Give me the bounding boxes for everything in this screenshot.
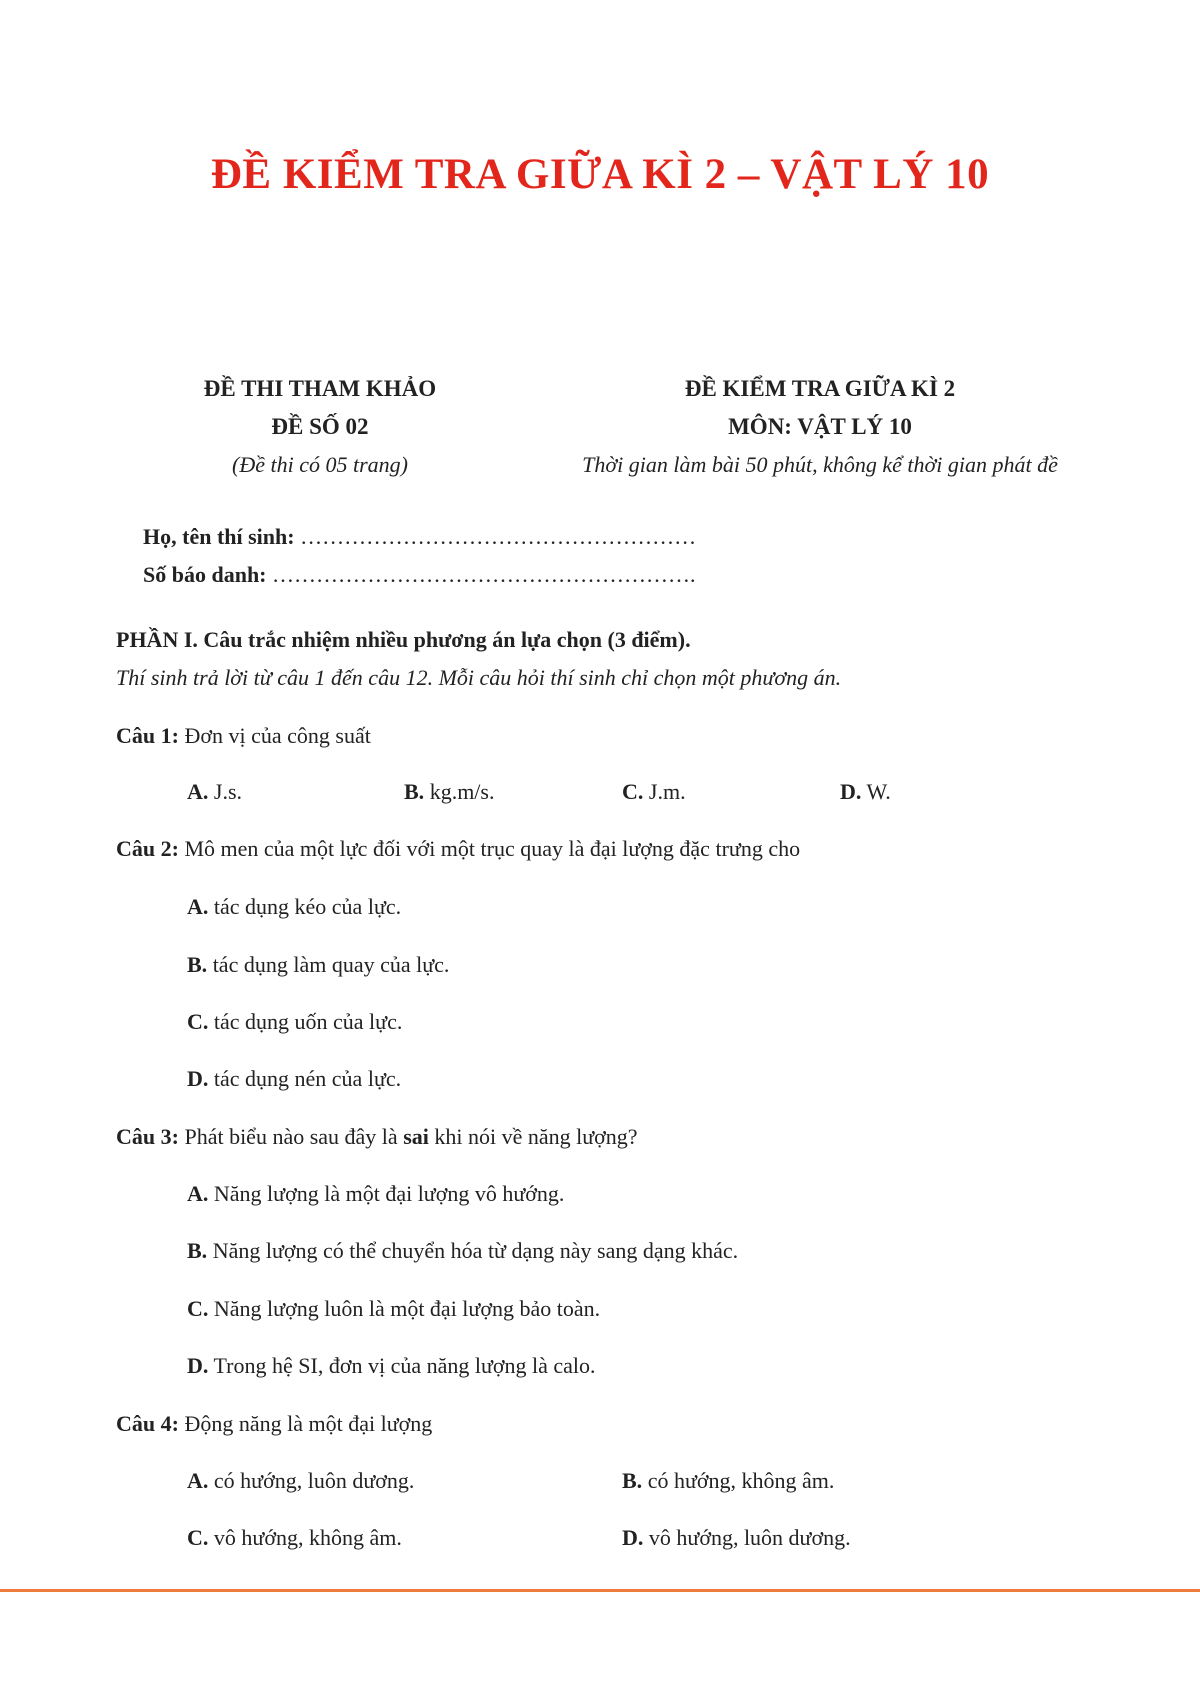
question-3-text: Phát biểu nào sau đây là: [184, 1124, 398, 1149]
section-instruction: Thí sinh trả lời từ câu 1 đến câu 12. Mỗi câu hỏi thí sinh chỉ chọn một phương án.: [116, 665, 842, 690]
header-right: [540, 370, 1100, 484]
option-letter: D.: [622, 1525, 644, 1550]
q2-option-a[interactable]: [187, 894, 401, 920]
q1-option-b[interactable]: [404, 779, 494, 805]
option-text: Năng lượng luôn là một đại lượng bảo toàn.: [213, 1296, 601, 1321]
exam-type: ĐỀ THI THAM KHẢO: [203, 376, 437, 401]
option-letter: D.: [187, 1353, 209, 1378]
option-text: tác dụng uốn của lực.: [213, 1009, 403, 1034]
student-id-dots: ………………………………………………….: [272, 562, 696, 587]
student-id-line: [143, 562, 696, 588]
question-2-text: Mô men của một lực đối với một trục quay là đại lượng đặc trưng cho: [184, 836, 801, 861]
option-letter: B.: [404, 779, 425, 804]
section-heading: PHẦN I. Câu trắc nhiệm nhiều phương án lựa chọn (3 điểm).: [116, 627, 691, 652]
question-4-label: Câu 4:: [116, 1411, 179, 1436]
page-title: ĐỀ KIỂM TRA GIỮA KÌ 2 – VẬT LÝ 10: [210, 151, 990, 198]
q3-option-c[interactable]: [187, 1296, 600, 1322]
option-letter: B.: [622, 1468, 643, 1493]
option-text: kg.m/s.: [429, 779, 495, 804]
option-text: Trong hệ SI, đơn vị của năng lượng là calo.: [213, 1353, 596, 1378]
option-letter: A.: [187, 779, 209, 804]
option-letter: A.: [187, 1181, 209, 1206]
option-letter: B.: [187, 1238, 208, 1263]
option-text: tác dụng làm quay của lực.: [212, 952, 450, 977]
option-letter: C.: [187, 1009, 209, 1034]
q4-option-d[interactable]: [622, 1525, 851, 1551]
q4-option-c[interactable]: [187, 1525, 402, 1551]
question-1-label: Câu 1:: [116, 723, 179, 748]
q1-option-a[interactable]: [187, 779, 242, 805]
option-text: có hướng, luôn dương.: [213, 1468, 415, 1493]
option-text: J.s.: [213, 779, 243, 804]
q4-option-a[interactable]: [187, 1468, 414, 1494]
question-2: [116, 836, 800, 862]
student-name-label: Họ, tên thí sinh:: [143, 524, 295, 549]
question-4-text: Động năng là một đại lượng: [184, 1411, 433, 1436]
option-text: W.: [866, 779, 891, 804]
option-text: tác dụng nén của lực.: [213, 1066, 402, 1091]
question-3: [116, 1124, 638, 1150]
q3-option-a[interactable]: [187, 1181, 564, 1207]
option-text: vô hướng, luôn dương.: [648, 1525, 851, 1550]
footer-divider: [0, 1589, 1200, 1592]
option-letter: C.: [187, 1525, 209, 1550]
q1-option-c[interactable]: [622, 779, 686, 805]
exam-number: ĐỀ SỐ 02: [271, 414, 369, 439]
option-text: Năng lượng có thể chuyển hóa từ dạng này sang dạng khác.: [212, 1238, 739, 1263]
question-1-text: Đơn vị của công suất: [184, 723, 371, 748]
q3-option-b[interactable]: [187, 1238, 738, 1264]
option-text: tác dụng kéo của lực.: [213, 894, 402, 919]
time-note: Thời gian làm bài 50 phút, không kể thời gian phát đề: [582, 452, 1058, 477]
student-name-line: [143, 524, 696, 550]
q2-option-c[interactable]: [187, 1009, 402, 1035]
question-4: [116, 1411, 432, 1437]
question-1: [116, 723, 371, 749]
student-name-dots: ………………………………………………: [300, 524, 697, 549]
question-3-text-end: khi nói về năng lượng?: [434, 1124, 638, 1149]
question-3-label: Câu 3:: [116, 1124, 179, 1149]
option-text: Năng lượng là một đại lượng vô hướng.: [213, 1181, 565, 1206]
option-letter: A.: [187, 1468, 209, 1493]
page-count-note: (Đề thi có 05 trang): [232, 452, 408, 477]
subject: MÔN: VẬT LÝ 10: [728, 414, 912, 439]
option-letter: C.: [187, 1296, 209, 1321]
exam-name: ĐỀ KIỂM TRA GIỮA KÌ 2: [684, 376, 956, 401]
q2-option-d[interactable]: [187, 1066, 401, 1092]
q4-option-b[interactable]: [622, 1468, 834, 1494]
option-text: vô hướng, không âm.: [213, 1525, 402, 1550]
question-3-emphasis: sai: [403, 1124, 429, 1149]
option-text: J.m.: [648, 779, 686, 804]
option-letter: D.: [840, 779, 862, 804]
option-letter: D.: [187, 1066, 209, 1091]
option-letter: C.: [622, 779, 644, 804]
option-letter: B.: [187, 952, 208, 977]
option-letter: A.: [187, 894, 209, 919]
student-id-label: Số báo danh:: [143, 562, 267, 587]
option-text: có hướng, không âm.: [647, 1468, 835, 1493]
q2-option-b[interactable]: [187, 952, 449, 978]
question-2-label: Câu 2:: [116, 836, 179, 861]
q3-option-d[interactable]: [187, 1353, 596, 1379]
header-left: [150, 370, 490, 484]
q1-option-d[interactable]: [840, 779, 891, 805]
